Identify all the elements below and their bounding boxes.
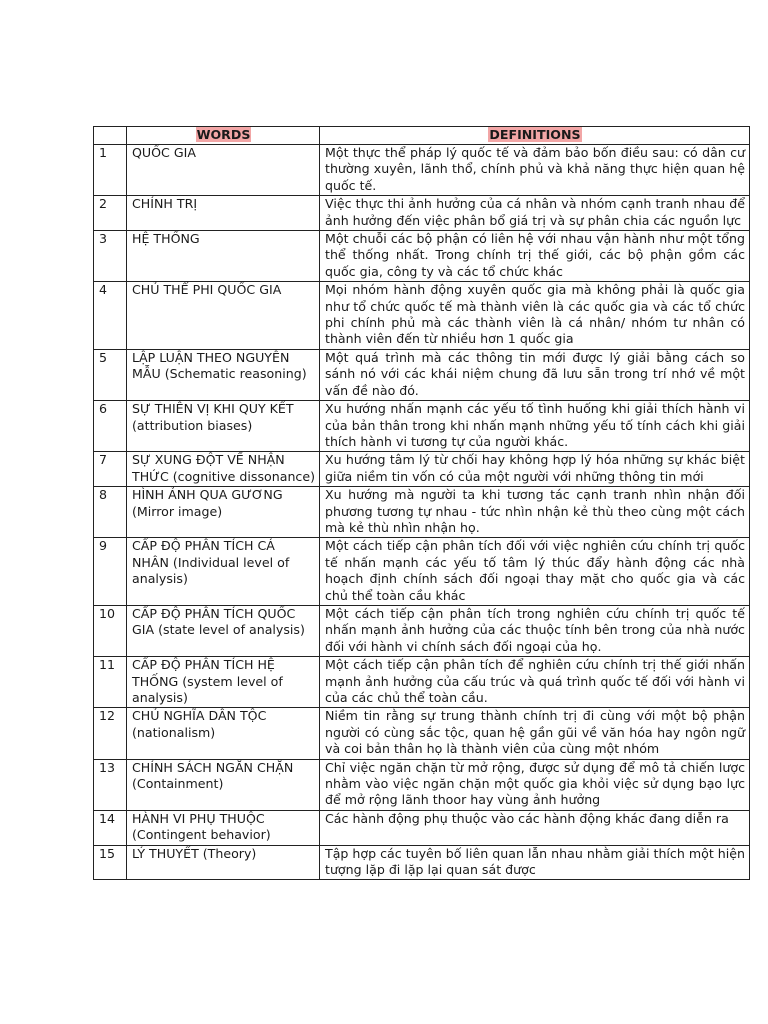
row-number: 10 bbox=[94, 605, 127, 656]
header-definitions-label: DEFINITIONS bbox=[489, 127, 581, 142]
row-definition: Tập hợp các tuyên bố liên quan lẫn nhau nhằm giải thích một hiện tượng lặp đi lặp lại quan sát được bbox=[320, 845, 750, 880]
table-row bbox=[94, 231, 750, 282]
row-word: SỰ XUNG ĐỘT VỀ NHẬN THỨC (cognitive dissonance) bbox=[127, 452, 320, 487]
row-definition: Một quá trình mà các thông tin mới được lý giải bằng cách so sánh nó với các khái niệm chung đã lưu sẵn trong trí nhớ về một vấn đề nào đó. bbox=[320, 349, 750, 400]
row-word: CẤP ĐỘ PHÂN TÍCH CÁ NHÂN (Individual level of analysis) bbox=[127, 538, 320, 606]
row-word: CHÍNH TRỊ bbox=[127, 196, 320, 231]
row-number: 1 bbox=[94, 145, 127, 196]
table-row bbox=[94, 452, 750, 487]
row-definition: Niềm tin rằng sự trung thành chính trị đi cùng với một bộ phận người có cùng sắc tộc, quan hệ gần gũi về văn hóa hay ngôn ngữ và coi bản thân họ là thành viên của cùng một nhóm bbox=[320, 708, 750, 759]
row-word: CẤP ĐỘ PHÂN TÍCH HỆ THỐNG (system level of analysis) bbox=[127, 657, 320, 708]
row-number: 5 bbox=[94, 349, 127, 400]
row-word: SỰ THIÊN VỊ KHI QUY KẾT (attribution biases) bbox=[127, 401, 320, 452]
table-row bbox=[94, 538, 750, 606]
row-number: 8 bbox=[94, 487, 127, 538]
row-definition: Việc thực thi ảnh hưởng của cá nhân và nhóm cạnh tranh nhau để ảnh hưởng đến việc phân bổ giá trị và sự phân chia các nguồn lực bbox=[320, 196, 750, 231]
row-definition: Mọi nhóm hành động xuyên quốc gia mà không phải là quốc gia như tổ chức quốc tế mà thành viên là các quốc gia và các tổ chức phi chính phủ mà các thành viên là cá nhân/ nhóm tư nhân có thành viên đến từ nhiều hơn 1 quốc gia bbox=[320, 282, 750, 350]
row-number: 7 bbox=[94, 452, 127, 487]
row-number: 9 bbox=[94, 538, 127, 606]
row-number: 6 bbox=[94, 401, 127, 452]
row-word: CHÍNH SÁCH NGĂN CHẶN (Containment) bbox=[127, 759, 320, 810]
table-row bbox=[94, 605, 750, 656]
row-word: HÀNH VI PHỤ THUỘC (Contingent behavior) bbox=[127, 810, 320, 845]
row-word: HÌNH ẢNH QUA GƯƠNG (Mirror image) bbox=[127, 487, 320, 538]
row-definition: Các hành động phụ thuộc vào các hành động khác đang diễn ra bbox=[320, 810, 750, 845]
row-word: HỆ THỐNG bbox=[127, 231, 320, 282]
row-number: 15 bbox=[94, 845, 127, 880]
row-word: CHỦ THỂ PHI QUỐC GIA bbox=[127, 282, 320, 350]
row-definition: Một chuỗi các bộ phận có liên hệ với nhau vận hành như một tổng thể thống nhất. Trong chính trị thế giới, các bộ phận gồm các quốc gia, công ty và các tổ chức khác bbox=[320, 231, 750, 282]
row-word: QUỐC GIA bbox=[127, 145, 320, 196]
table-row bbox=[94, 349, 750, 400]
row-number: 3 bbox=[94, 231, 127, 282]
table-row bbox=[94, 196, 750, 231]
row-number: 12 bbox=[94, 708, 127, 759]
row-definition: Chỉ việc ngăn chặn từ mở rộng, được sử dụng để mô tả chiến lược nhằm vào việc ngăn chặn một quốc gia khỏi việc sử dụng bạo lực để mở rộng lãnh thoor hay vùng ảnh hưởng bbox=[320, 759, 750, 810]
table-row bbox=[94, 145, 750, 196]
row-number: 11 bbox=[94, 657, 127, 708]
header-number bbox=[94, 127, 127, 145]
table-row bbox=[94, 708, 750, 759]
row-number: 2 bbox=[94, 196, 127, 231]
row-definition: Xu hướng mà người ta khi tương tác cạnh tranh nhìn nhận đối phương tương tự nhau - tức nhìn nhận kẻ thù theo cùng một cách mà kẻ thù nhìn nhận họ. bbox=[320, 487, 750, 538]
table-row bbox=[94, 810, 750, 845]
table-row bbox=[94, 759, 750, 810]
row-definition: Một thực thể pháp lý quốc tế và đảm bảo bốn điều sau: có dân cư thường xuyên, lãnh thổ, chính phủ và khả năng thực hiện quan hệ quốc tế. bbox=[320, 145, 750, 196]
row-number: 13 bbox=[94, 759, 127, 810]
header-definitions bbox=[320, 127, 750, 145]
table-row bbox=[94, 657, 750, 708]
row-word: CHỦ NGHĨA DÂN TỘC (nationalism) bbox=[127, 708, 320, 759]
table-row bbox=[94, 282, 750, 350]
row-number: 14 bbox=[94, 810, 127, 845]
row-word: LÝ THUYẾT (Theory) bbox=[127, 845, 320, 880]
row-definition: Một cách tiếp cận phân tích để nghiên cứu chính trị thế giới nhấn mạnh ảnh hưởng của cấu trúc và quá trình quốc tế đối với hành vi của các chủ thể toàn cầu. bbox=[320, 657, 750, 708]
row-word: CẤP ĐỘ PHÂN TÍCH QUỐC GIA (state level of analysis) bbox=[127, 605, 320, 656]
table-row bbox=[94, 845, 750, 880]
row-definition: Một cách tiếp cận phân tích đối với việc nghiên cứu chính trị quốc tế nhấn mạnh các yếu tố tâm lý thúc đẩy hành động các nhà hoạch định chính sách đối ngoại thay mặt cho quốc gia và các chủ thể toàn cầu khác bbox=[320, 538, 750, 606]
row-definition: Xu hướng tâm lý từ chối hay không hợp lý hóa những sự khác biệt giữa niềm tin vốn có của một người với những thông tin mới bbox=[320, 452, 750, 487]
row-word: LẬP LUẬN THEO NGUYÊN MẪU (Schematic reasoning) bbox=[127, 349, 320, 400]
glossary-table bbox=[93, 126, 750, 880]
table-row bbox=[94, 487, 750, 538]
header-words-label: WORDS bbox=[196, 127, 251, 142]
table-header-row bbox=[94, 127, 750, 145]
row-definition: Một cách tiếp cận phân tích trong nghiên cứu chính trị quốc tế nhấn mạnh ảnh hưởng của các thuộc tính bên trong của nhà nước đối với hành vi chính sách đối ngoại của họ. bbox=[320, 605, 750, 656]
table-row bbox=[94, 401, 750, 452]
header-words bbox=[127, 127, 320, 145]
row-definition: Xu hướng nhấn mạnh các yếu tố tình huống khi giải thích hành vi của bản thân trong khi nhấn mạnh những yếu tố tính cách khi giải thích hành vi tương tự của người khác. bbox=[320, 401, 750, 452]
row-number: 4 bbox=[94, 282, 127, 350]
